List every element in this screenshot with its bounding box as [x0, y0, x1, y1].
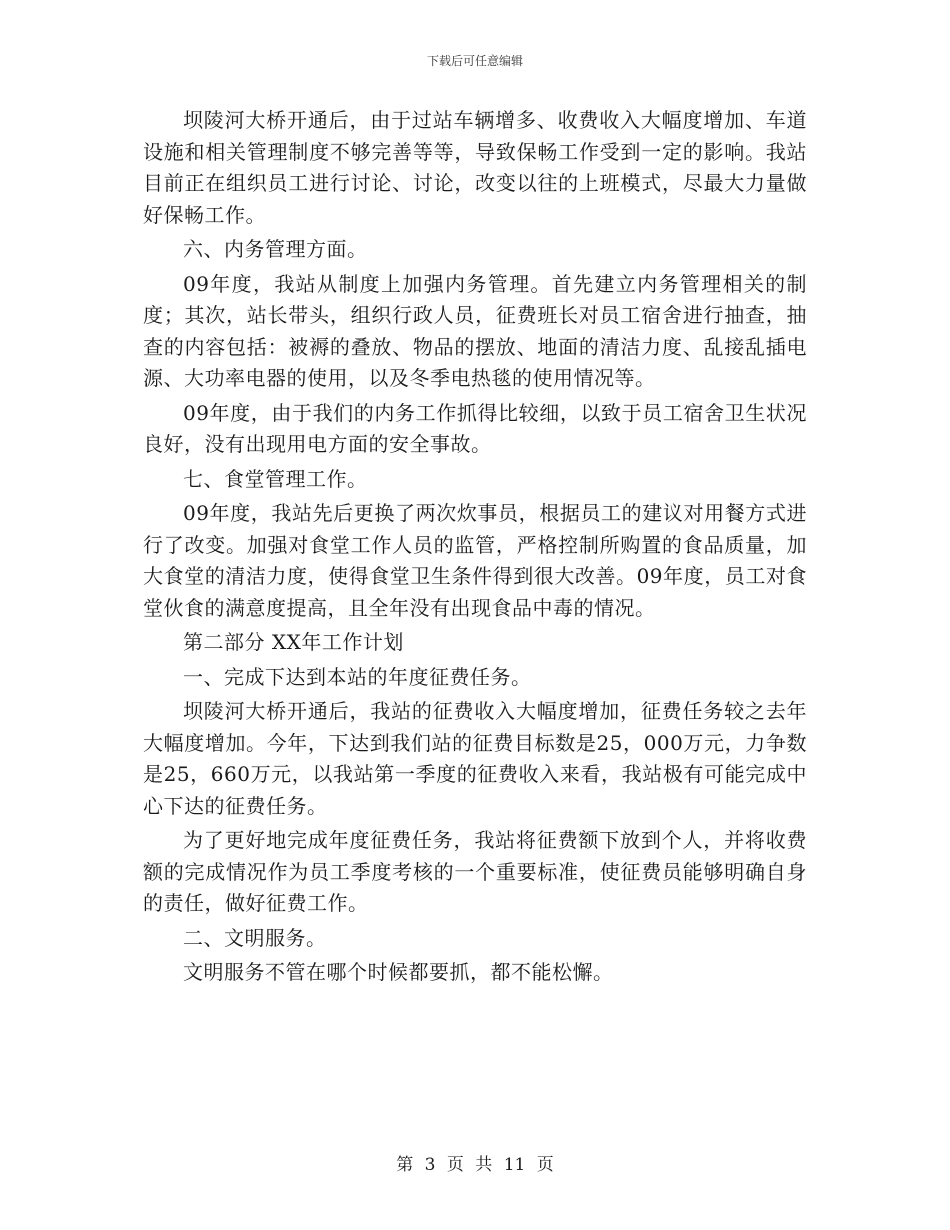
paragraph: 09年度，我站先后更换了两次炊事员，根据员工的建议对用餐方式进行了改变。加强对食堂工作人员的监管，严格控制所购置的食品质量，加大食堂的清洁力度，使得食堂卫生条件得到很大改善。09年度，员工对食堂伙食的满意度提高，且全年没有出现食品中毒的情况。	[143, 501, 807, 620]
part-heading: 第二部分 XX年工作计划	[183, 630, 404, 654]
paragraph: 坝陵河大桥开通后，由于过站车辆增多、收费收入大幅度增加、车道设施和相关管理制度不够完善等等，导致保畅工作受到一定的影响。我站目前正在组织员工进行讨论、讨论，改变以往的上班模式，尽最大力量做好保畅工作。	[143, 108, 807, 227]
section-heading: 二、文明服务。	[183, 925, 327, 950]
page-number-footer: 第 3 页 共 11 页	[396, 1155, 554, 1175]
paragraph: 09年度，由于我们的内务工作抓得比较细，以致于员工宿舍卫生状况良好，没有出现用电方面的安全事故。	[143, 400, 807, 456]
document-body	[143, 105, 807, 989]
paragraph: 坝陵河大桥开通后，我站的征费收入大幅度增加，征费任务较之去年大幅度增加。今年，下达到我们站的征费目标数是25，000万元，力争数是25，660万元，以我站第一季度的征费收入来看，我站极有可能完成中心下达的征费任务。	[143, 699, 807, 818]
paragraph: 为了更好地完成年度征费任务，我站将征费额下放到个人，并将收费额的完成情况作为员工季度考核的一个重要标准，使征费员能够明确自身的责任，做好征费工作。	[143, 828, 807, 915]
paragraph: 09年度，我站从制度上加强内务管理。首先建立内务管理相关的制度；其次，站长带头，组织行政人员，征费班长对员工宿舍进行抽查，抽查的内容包括：被褥的叠放、物品的摆放、地面的清洁力度、乱接乱插电源、大功率电器的使用，以及冬季电热毯的使用情况等。	[143, 271, 807, 390]
section-heading: 七、食堂管理工作。	[183, 466, 368, 491]
section-heading: 一、完成下达到本站的年度征费任务。	[183, 664, 532, 689]
paragraph: 文明服务不管在哪个时候都要抓，都不能松懈。	[183, 960, 614, 984]
page-header: 下载后可任意编辑	[426, 54, 523, 68]
section-heading: 六、内务管理方面。	[183, 237, 368, 261]
